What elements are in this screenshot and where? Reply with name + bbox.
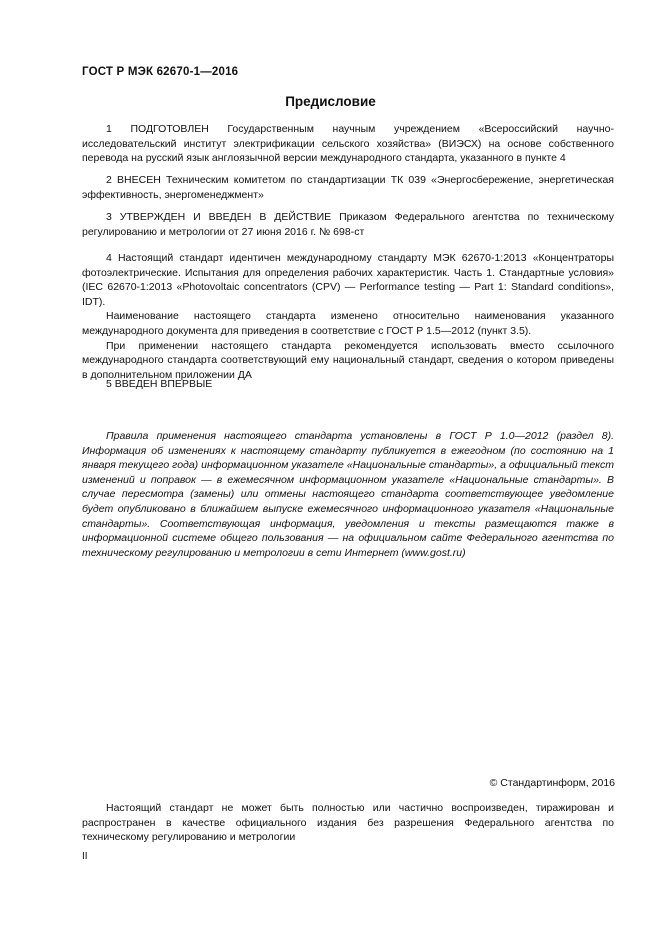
usage-rules-note	[82, 429, 614, 560]
item-4	[82, 251, 614, 382]
section-title: Предисловие	[285, 94, 376, 109]
item-5-text: 5 ВВЕДЕН ВПЕРВЫЕ	[106, 378, 213, 390]
item-1	[82, 122, 614, 166]
usage-rules-text: Правила применения настоящего стандарта установлены в ГОСТ Р 1.0—2012 (раздел 8). Информация об изменениях к настоящему стандарту публикуется в ежегодном (по состоянию на 1 января текущего года) информационном указателе «Национальные стандарты», а официальный текст изменений и поправок — в ежемесячном информационном указателе «Национальные стандарты». В случае пересмотра (замены) или отмены настоящего стандарта соответствующее уведомление будет опубликовано в ближайшем выпуске ежемесячного информационного указателя «Национальные стандарты». Соответствующая информация, уведомления и тексты размещаются также в информационной системе общего пользования — на официальном сайте Федерального агентства по техническому регулированию и метрологии в сети Интернет (www.gost.ru)	[82, 430, 614, 559]
item-2-text: 2 ВНЕСЕН Техническим комитетом по стандартизации ТК 039 «Энергосбережение, энергетическая эффективность, энергоменеджмент»	[82, 174, 614, 201]
document-header: ГОСТ Р МЭК 62670-1—2016	[82, 66, 239, 78]
item-3-text: 3 УТВЕРЖДЕН И ВВЕДЕН В ДЕЙСТВИЕ Приказом Федерального агентства по техническому регулированию и метрологии от 27 июня 2016 г. № 698-ст	[82, 211, 614, 238]
page-number: II	[82, 851, 88, 862]
item-2	[82, 173, 614, 202]
reproduction-notice	[82, 801, 614, 845]
reproduction-notice-text: Настоящий стандарт не может быть полностью или частично воспроизведен, тиражирован и распространен в качестве официального издания без разрешения Федерального агентства по техническому регулированию и метрологии	[82, 802, 614, 844]
item-5	[82, 377, 614, 392]
item-4-reference-note: При применении настоящего стандарта рекомендуется использовать вместо ссылочного международного стандарта соответствующий ему национальный стандарт, сведения о котором приведены в дополнительном приложении ДА	[82, 339, 614, 381]
item-4-text: 4 Настоящий стандарт идентичен международному стандарту МЭК 62670-1:2013 «Концентраторы фотоэлектрические. Испытания для определения рабочих характеристик. Часть 1. Стандартные условия» (IEC 62670-1:2013 «Photovoltaic concentrators (CPV) — Performance testing — Part 1: Standard conditions», IDT).	[82, 252, 614, 308]
item-1-text: 1 ПОДГОТОВЛЕН Государственным научным учреждением «Всероссийский научно-исследовательский институт электрификации сельского хозяйства» (ВИЭСХ) на основе собственного перевода на русский язык англоязычной версии международного стандарта, указанного в пункте 4	[82, 123, 614, 165]
copyright: © Стандартинформ, 2016	[489, 777, 615, 789]
item-4-rename-note: Наименование настоящего стандарта изменено относительно наименования указанного международного документа для приведения в соответствие с ГОСТ Р 1.5—2012 (пункт 3.5).	[82, 310, 614, 337]
item-3	[82, 210, 614, 239]
